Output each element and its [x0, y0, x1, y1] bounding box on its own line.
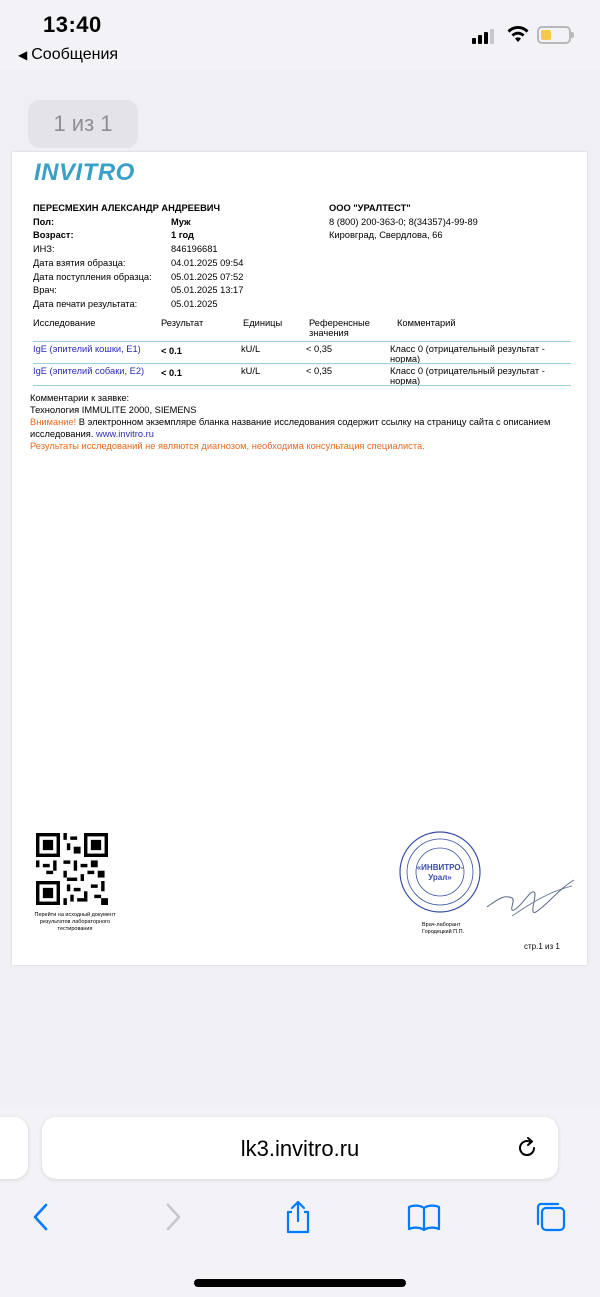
comment-line1: Класс 0 (отрицательный результат -	[390, 366, 545, 376]
stamp-caption-line2: Городецкий П.П.	[422, 929, 465, 935]
comment-line1: Класс 0 (отрицательный результат -	[390, 344, 545, 354]
table-row	[33, 341, 571, 364]
stamp-caption	[422, 922, 464, 936]
patient-name: ПЕРЕСМЕХИН АЛЕКСАНДР АНДРЕЕВИЧ	[33, 203, 221, 213]
warning-text	[30, 416, 575, 440]
qr-caption: Перейти на исходный документ результатов лабораторного тестирования	[34, 912, 116, 932]
website-link[interactable]: www.invitro.ru	[96, 429, 154, 439]
field-value: 04.01.2025 09:54	[171, 257, 244, 268]
field-value: 05.01.2025 13:17	[171, 285, 244, 296]
test-name-link[interactable]: IgE (эпителий кошки, E1)	[33, 344, 141, 354]
ref-value: < 0,35	[306, 366, 333, 376]
lab-name: ООО "УРАЛТЕСТ"	[329, 203, 411, 213]
ref-value: < 0,35	[306, 344, 333, 354]
home-indicator[interactable]	[194, 1279, 406, 1287]
units-value: kU/L	[241, 366, 261, 376]
wifi-icon	[506, 24, 530, 44]
table-row	[33, 363, 571, 386]
col-comment: Комментарий	[397, 318, 456, 328]
test-name-link[interactable]: IgE (эпителий собаки, E2)	[33, 366, 145, 376]
col-ref	[309, 318, 370, 338]
table-bottom-rule	[33, 385, 571, 386]
url-text: lk3.invitro.ru	[240, 1136, 360, 1161]
notes-section	[30, 392, 575, 452]
invitro-logo: INVITRO	[34, 159, 135, 186]
comment-value	[390, 366, 570, 386]
lab-phone: 8 (800) 200-363-0; 8(34357)4-99-89	[329, 216, 478, 227]
back-triangle-icon: ◀	[18, 48, 28, 62]
results-table-header	[33, 318, 571, 340]
patient-field-row	[33, 298, 333, 312]
lab-address: Кировград, Свердлова, 66	[329, 230, 443, 241]
units-value: kU/L	[241, 344, 261, 354]
back-app-label: Сообщения	[31, 46, 119, 63]
col-test: Исследование	[33, 318, 96, 328]
technology-text: Технология IMMULITE 2000, SIEMENS	[30, 405, 197, 415]
field-label: Возраст:	[33, 230, 74, 241]
status-bar	[0, 0, 600, 70]
field-value: 1 год	[171, 230, 194, 241]
reload-icon[interactable]	[514, 1135, 540, 1161]
page-counter: 1 из 1	[28, 100, 138, 148]
disclaimer-text: Результаты исследований не являются диагнозом, необходима консультация специалиста.	[30, 441, 425, 451]
share-icon[interactable]	[280, 1199, 316, 1235]
stamp-image	[398, 830, 482, 914]
result-value: < 0.1	[161, 368, 182, 378]
svg-text:Урал»: Урал»	[428, 873, 452, 882]
signature-image	[482, 872, 577, 922]
field-label: Врач:	[33, 285, 57, 296]
patient-info	[33, 202, 333, 312]
field-value: 05.01.2025 07:52	[171, 271, 244, 282]
qr-code-icon[interactable]	[36, 833, 108, 905]
patient-field-row	[33, 229, 333, 243]
col-units: Единицы	[243, 318, 283, 328]
patient-field-row	[33, 271, 333, 285]
field-value: 05.01.2025	[171, 298, 218, 309]
warning-body: В электронном экземпляре бланка название исследования содержит ссылку на страницу сайта с описанием исследования.	[30, 417, 551, 439]
result-value: < 0.1	[161, 346, 182, 356]
comment-value	[390, 344, 570, 364]
field-label: Дата печати результата:	[33, 298, 138, 309]
field-value: Муж	[171, 216, 191, 227]
book-icon[interactable]	[406, 1199, 442, 1235]
patient-field-row	[33, 284, 333, 298]
chevron-right-icon[interactable]	[154, 1199, 190, 1235]
lab-result-document	[12, 152, 587, 965]
previous-tab-peek[interactable]	[0, 1117, 28, 1179]
field-label: ИНЗ:	[33, 244, 55, 255]
field-label: Пол:	[33, 216, 55, 227]
stamp-caption-line1: Врач-лаборант	[422, 922, 461, 928]
chevron-left-icon[interactable]	[24, 1199, 60, 1235]
back-to-app-link[interactable]	[18, 46, 118, 64]
svg-text:«ИНВИТРО-: «ИНВИТРО-	[416, 863, 464, 872]
field-value: 846196681	[171, 244, 218, 255]
col-ref-line2: значения	[309, 328, 349, 338]
patient-field-row	[33, 257, 333, 271]
col-ref-line1: Референсные	[309, 318, 370, 328]
warning-prefix: Внимание!	[30, 417, 77, 427]
comments-label: Комментарии к заявке:	[30, 393, 130, 403]
patient-field-row	[33, 243, 333, 257]
comment-line2: норма)	[390, 354, 421, 364]
tabs-icon[interactable]	[533, 1199, 569, 1235]
page-number: стр.1 из 1	[524, 942, 560, 951]
col-result: Результат	[161, 318, 204, 328]
comment-line2: норма)	[390, 376, 421, 386]
patient-field-row	[33, 216, 333, 230]
lab-info	[329, 202, 579, 243]
field-label: Дата взятия образца:	[33, 257, 126, 268]
browser-toolbar	[0, 1105, 600, 1297]
field-label: Дата поступления образца:	[33, 271, 152, 282]
address-bar[interactable]	[42, 1117, 558, 1179]
signal-icon	[472, 28, 496, 44]
battery-icon	[537, 26, 571, 44]
clock: 13:40	[43, 12, 102, 37]
